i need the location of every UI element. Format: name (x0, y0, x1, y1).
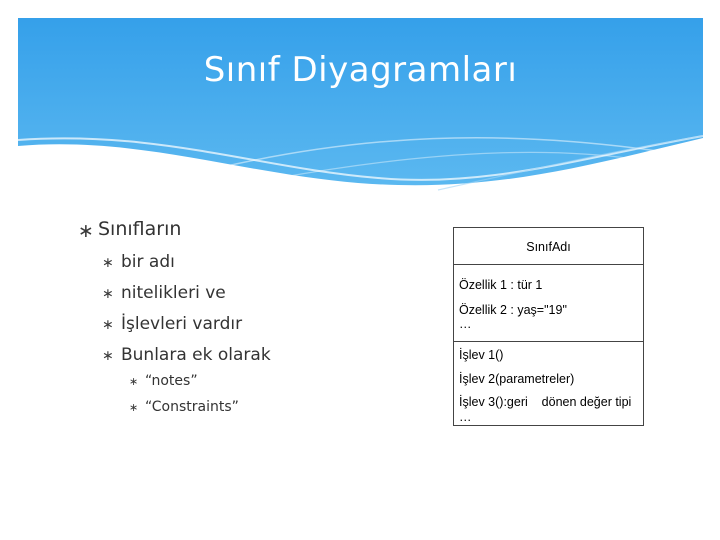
uml-operation-ellipsis: … (459, 410, 472, 424)
bullet-level3: “Constraints” (145, 399, 239, 415)
bullet-asterisk-icon: ∗ (102, 348, 114, 364)
bullet-level3: “notes” (145, 373, 198, 389)
uml-operation: İşlev 2(parametreler) (459, 372, 575, 386)
bullet-level2: bir adı (121, 252, 175, 272)
bullet-asterisk-icon: ∗ (78, 220, 94, 242)
uml-operation: İşlev 1() (459, 348, 504, 362)
bullet-asterisk-icon: ∗ (102, 317, 114, 333)
uml-attribute-ellipsis: … (459, 317, 472, 331)
uml-class-box (453, 227, 644, 426)
slide-title: Sınıf Diyagramları (203, 50, 518, 90)
uml-operations-section (454, 342, 643, 425)
uml-operation: İşlev 3():geri dönen değer tipi (459, 395, 632, 409)
bullet-asterisk-icon: ∗ (102, 286, 114, 302)
uml-class-name-section (454, 228, 643, 265)
bullet-level2: Bunlara ek olarak (121, 345, 271, 365)
title-banner (18, 18, 703, 198)
uml-attribute: Özellik 2 : yaş="19" (459, 303, 567, 317)
bullet-asterisk-icon: ∗ (129, 401, 139, 414)
uml-class-name: SınıfAdı (526, 240, 571, 254)
bullet-asterisk-icon: ∗ (129, 375, 139, 388)
bullet-level2: nitelikleri ve (121, 283, 226, 303)
uml-attribute: Özellik 1 : tür 1 (459, 278, 543, 292)
bullet-level2: İşlevleri vardır (121, 314, 243, 334)
bullet-level1: Sınıfların (98, 218, 182, 240)
uml-attributes-section (454, 265, 643, 342)
bullet-asterisk-icon: ∗ (102, 255, 114, 271)
banner-graphic (18, 18, 703, 198)
